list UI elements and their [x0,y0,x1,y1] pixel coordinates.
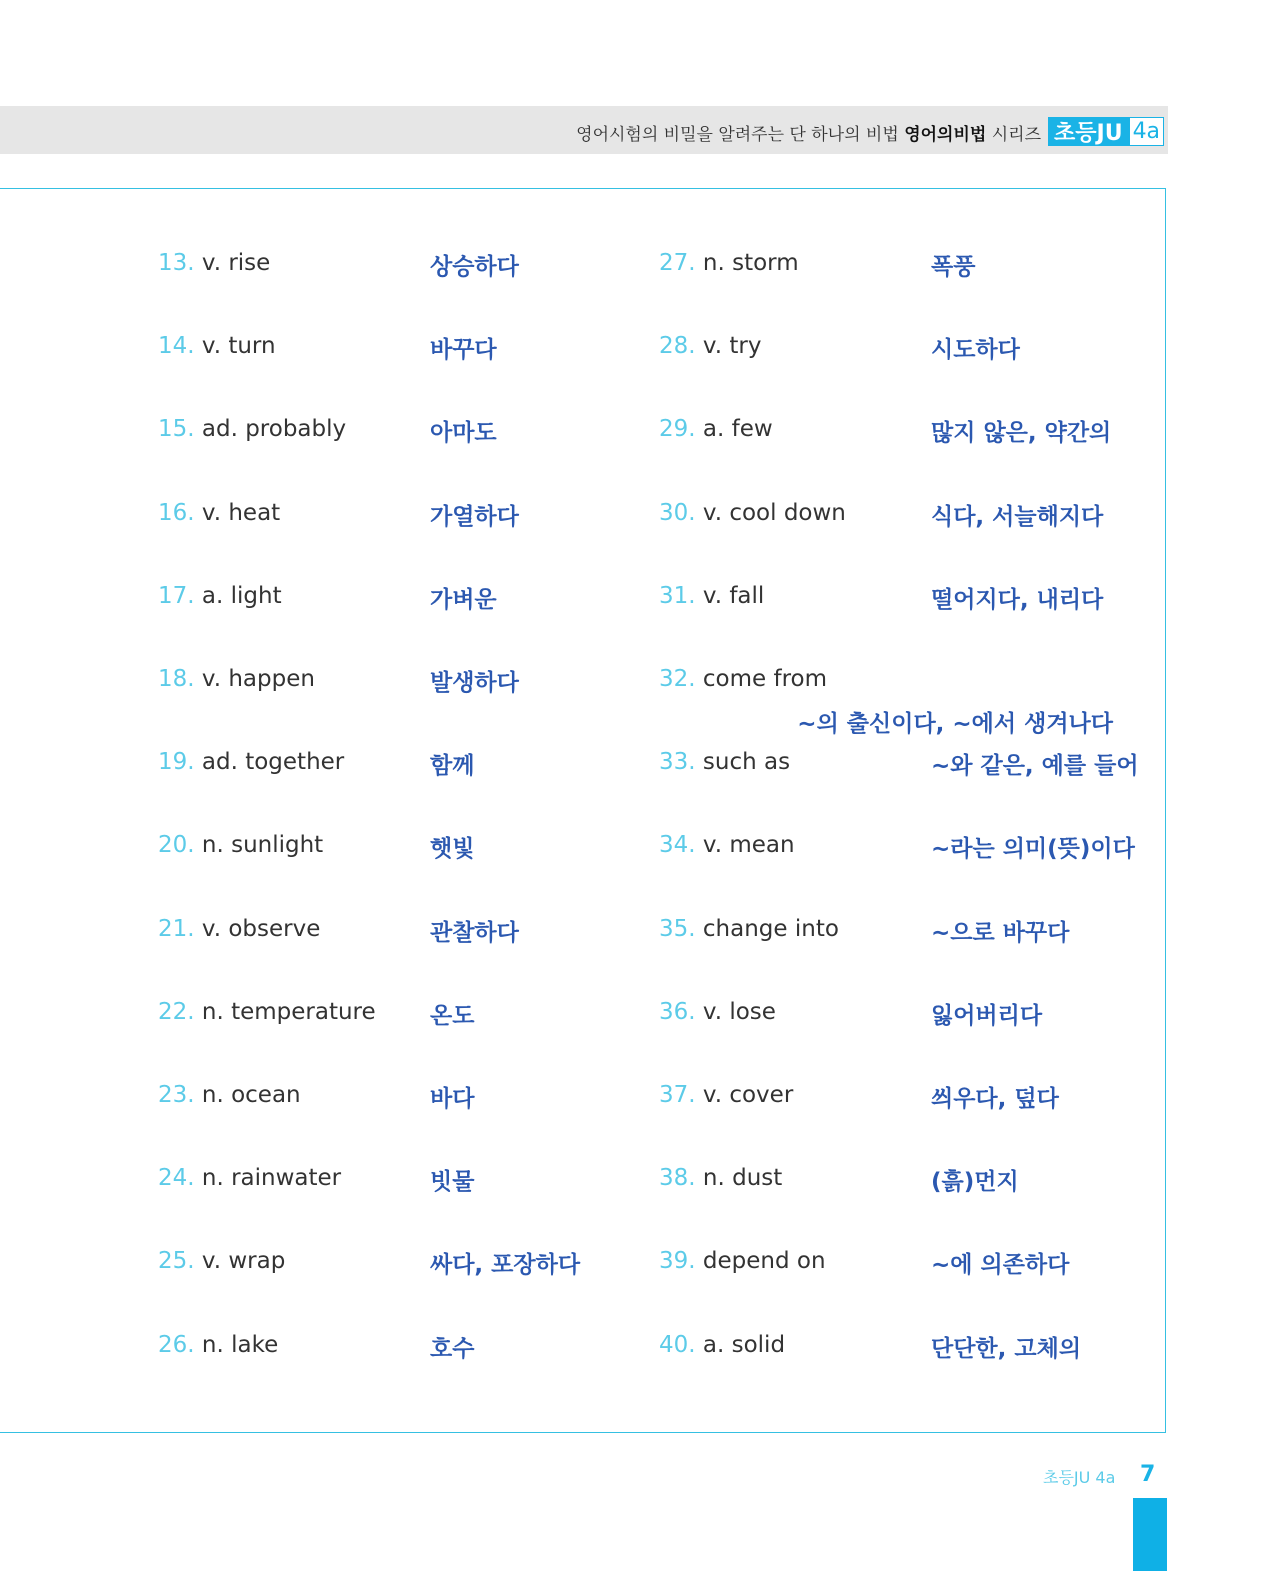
vocab-term: v. lose [702,998,776,1025]
vocab-term: n. storm [702,250,799,276]
tagline-series-name: 영어의비법 [904,125,987,145]
vocab-meaning: 가벼운 [430,586,497,613]
vocab-meaning: 발생하다 [430,670,519,696]
vocab-word [158,250,270,276]
vocab-word [659,999,776,1025]
vocab-term: n. lake [201,1331,279,1358]
vocab-meaning: 햇빛 [430,836,475,863]
vocab-meaning: 함께 [430,753,475,780]
series-tagline [576,120,1041,145]
vocab-number: 32. [659,666,696,692]
brand-name: 초등JU [1048,117,1129,146]
vocab-word [659,333,761,359]
page-number: 7 [1140,1462,1156,1487]
vocab-number: 14. [158,333,195,360]
vocab-number: 24. [158,1165,195,1192]
vocab-term: depend on [702,1248,826,1275]
vocab-word [158,500,280,526]
vocab-term: v. heat [201,499,281,526]
vocab-term: n. dust [702,1165,783,1192]
vocab-meaning: 식다, 서늘해지다 [931,503,1104,530]
footer-brand: 초등JU 4a [1043,1468,1116,1487]
vocab-number: 17. [158,582,195,609]
vocab-meaning: 바꾸다 [430,337,497,364]
vocab-number: 34. [659,832,696,859]
vocab-word [158,416,346,442]
brand-logo [1048,117,1164,146]
vocab-meaning: ~으로 바꾸다 [931,919,1070,946]
vocab-word [158,749,344,775]
vocab-word [659,666,827,692]
vocab-meaning: 많지 않은, 약간의 [931,420,1112,447]
vocab-word [659,250,799,276]
vocab-meaning: ~와 같은, 예를 들어 [931,753,1139,780]
vocab-word [158,1165,341,1191]
vocab-meaning: 단단한, 고체의 [931,1335,1082,1362]
vocab-number: 23. [158,1082,195,1108]
vocab-number: 27. [659,250,696,276]
vocab-term: v. fall [702,582,765,609]
vocab-number: 39. [659,1248,696,1275]
vocab-term: such as [702,749,791,776]
vocab-number: 22. [158,998,195,1025]
vocab-term: a. solid [702,1331,786,1358]
vocab-word [659,583,764,609]
vocab-meaning: 가열하다 [430,503,519,530]
vocab-term: v. wrap [201,1248,286,1275]
vocab-term: v. cool down [702,499,846,526]
vocab-word [158,832,323,858]
vocab-word [659,500,846,526]
vocab-word [659,749,790,775]
vocab-word [158,333,276,359]
vocab-term: n. ocean [201,1082,301,1108]
vocab-meaning: 떨어지다, 내리다 [931,586,1104,613]
vocab-meaning: ~의 출신이다, ~에서 생겨나다 [797,711,1113,737]
brand-level: 4a [1129,117,1164,146]
vocab-term: v. happen [201,666,315,692]
vocab-term: change into [702,915,839,942]
page-tab-marker [1133,1498,1167,1571]
vocab-word [659,916,839,942]
vocab-meaning: 상승하다 [430,254,519,280]
vocab-number: 25. [158,1248,195,1275]
vocab-meaning: 싸다, 포장하다 [430,1252,581,1279]
vocab-meaning: 관찰하다 [430,919,519,946]
vocab-term: v. rise [201,250,271,276]
vocab-number: 40. [659,1331,696,1358]
vocab-term: a. few [702,416,773,443]
vocab-number: 36. [659,998,696,1025]
vocab-word [659,1165,782,1191]
vocab-term: v. mean [702,832,795,859]
vocab-number: 20. [158,832,195,859]
tagline-prefix: 영어시험의 비밀을 알려주는 단 하나의 비법 [576,125,899,145]
vocab-number: 37. [659,1082,696,1108]
vocab-term: n. temperature [201,998,376,1025]
vocab-word [158,1332,278,1358]
vocab-meaning: (흙)먼지 [931,1169,1019,1196]
vocab-meaning: 아마도 [430,420,497,447]
vocab-number: 26. [158,1331,195,1358]
vocab-number: 13. [158,250,195,276]
vocab-meaning: 폭풍 [931,254,976,280]
vocab-meaning: 빗물 [430,1169,475,1196]
vocab-term: n. rainwater [201,1165,342,1192]
vocab-term: n. sunlight [201,832,324,859]
vocab-number: 31. [659,582,696,609]
vocab-number: 29. [659,416,696,443]
vocab-term: v. observe [201,915,321,942]
vocab-number: 19. [158,749,195,776]
vocab-word [659,1082,793,1108]
vocab-meaning: 시도하다 [931,337,1020,364]
vocab-meaning: ~에 의존하다 [931,1252,1070,1279]
vocab-meaning: 바다 [430,1086,475,1112]
vocab-word [158,583,282,609]
vocab-word [158,916,320,942]
vocab-meaning: 잃어버리다 [931,1002,1043,1029]
vocab-word [158,1248,285,1274]
vocab-term: v. try [702,333,762,360]
vocab-word [659,832,795,858]
vocab-term: ad. probably [201,416,347,443]
vocab-meaning: 호수 [430,1335,475,1362]
vocab-term: ad. together [201,749,345,776]
vocab-number: 16. [158,499,195,526]
vocab-term: v. turn [201,333,276,360]
vocab-word [659,416,773,442]
vocab-number: 33. [659,749,696,776]
vocab-term: v. cover [702,1082,794,1108]
vocab-number: 15. [158,416,195,443]
vocab-word [158,666,315,692]
vocab-word [659,1248,826,1274]
vocab-number: 35. [659,915,696,942]
vocab-term: come from [702,666,827,692]
vocab-word [659,1332,785,1358]
vocab-meaning: ~라는 의미(뜻)이다 [931,836,1135,863]
vocab-meaning: 온도 [430,1002,475,1029]
vocab-number: 18. [158,666,195,692]
tagline-suffix: 시리즈 [991,125,1041,145]
vocab-number: 28. [659,333,696,360]
vocab-number: 30. [659,499,696,526]
vocab-word [158,1082,301,1108]
vocab-number: 38. [659,1165,696,1192]
vocab-number: 21. [158,915,195,942]
vocab-word [158,999,376,1025]
vocab-meaning: 씌우다, 덮다 [931,1086,1059,1112]
vocab-term: a. light [201,582,282,609]
